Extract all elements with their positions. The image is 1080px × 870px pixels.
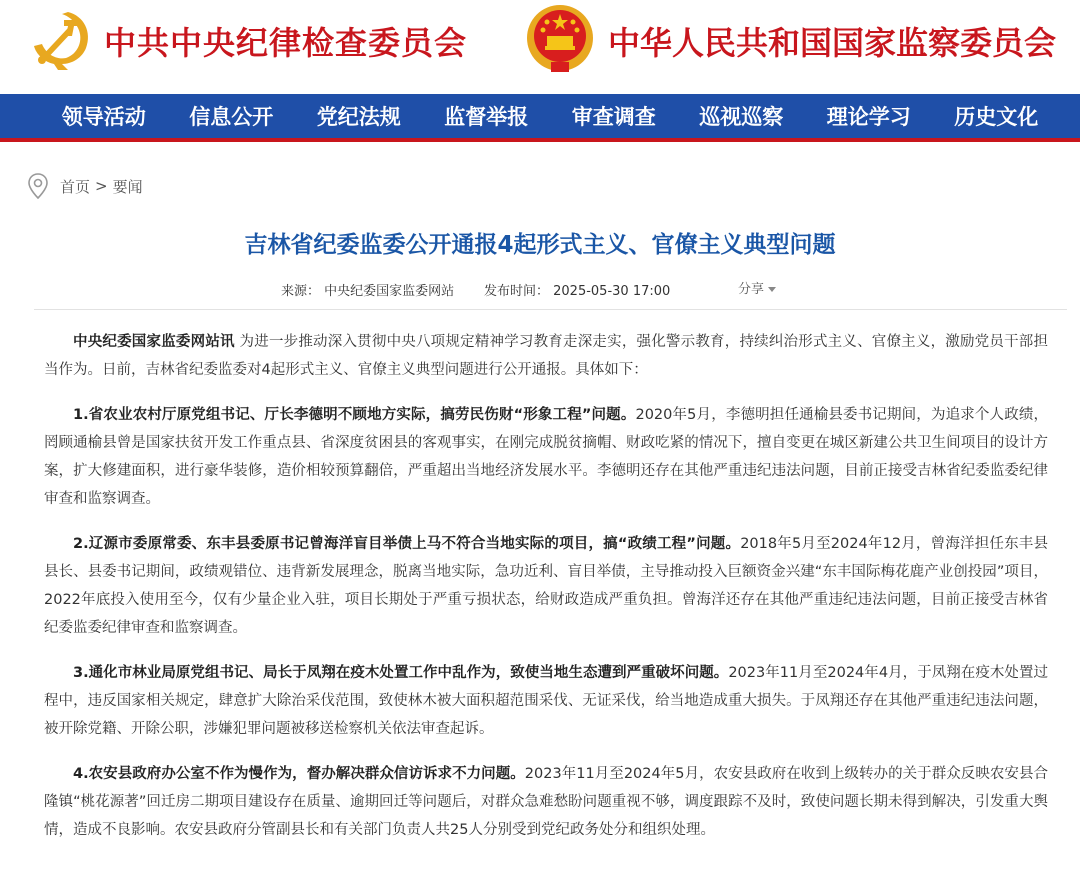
nav-item-disclosure[interactable]: 信息公开 [189,104,274,129]
case-heading-4: 4.农安县政府办公室不作为慢作为，督办解决群众信访诉求不力问题。 [73,766,525,782]
case-heading-1: 1.省农业农村厅原党组书记、厅长李德明不顾地方实际，搞劳民伤财“形象工程”问题。 [73,407,636,423]
case-paragraph-1 [44,401,1048,513]
national-emblem-icon [525,2,595,76]
nav-item-regulations[interactable]: 党纪法规 [316,104,401,129]
party-emblem-icon [28,6,94,72]
case-paragraph-4 [44,760,1048,844]
case-text-4: 2023年11月至2024年5月，农安县政府在收到上级转办的关于群众反映农安县合隆镇“桃花源著”回迁房二期项目建设存在质量、逾期回迁等问题后，对群众急难愁盼问题重视不够，调度跟踪不及时，致使问题长期未得到解决，引发重大舆情，造成不良影响。农安县政府分管副县长和有关部门负责人共25人分别受到党纪政务处分和组织处理。 [44,766,1048,838]
share-dropdown[interactable] [738,278,776,297]
article-body [44,328,1048,861]
article-title: 吉林省纪委监委公开通报4起形式主义、官僚主义典型问题 [244,232,836,258]
case-paragraph-2 [44,530,1048,642]
meta-divider [34,309,1067,310]
nav-item-investigation[interactable]: 审查调查 [571,104,656,129]
breadcrumb-separator: > [95,177,108,195]
caret-down-icon [768,287,776,292]
nav-divider [0,138,1080,142]
ccdi-title[interactable]: 中共中央纪律检查委员会 [104,24,468,62]
nav-item-leadership[interactable]: 领导活动 [61,104,146,129]
case-heading-3: 3.通化市林业局原党组书记、局长于凤翔在疫木处置工作中乱作为，致使当地生态遭到严重破坏问题。 [73,665,729,681]
case-heading-2: 2.辽源市委原常委、东丰县委原书记曾海洋盲目举债上马不符合当地实际的项目，搞“政绩工程”问题。 [73,536,741,552]
nav-item-theory[interactable]: 理论学习 [826,104,911,129]
intro-text: 为进一步推动深入贯彻中央八项规定精神学习教育走深走实，强化警示教育，持续纠治形式主义、官僚主义，激励党员干部担当作为。日前，吉林省纪委监委对4起形式主义、官僚主义典型问题进行公开通报。具体如下： [44,334,1048,378]
case-paragraph-3 [44,659,1048,743]
article-source: 来源： 中央纪委国家监委网站 [281,284,455,299]
nav-item-history[interactable]: 历史文化 [954,104,1039,129]
breadcrumb [26,172,143,200]
breadcrumb-current-link[interactable]: 要闻 [112,177,143,196]
nav-item-inspection[interactable]: 巡视巡察 [699,104,784,129]
site-header [0,0,1080,92]
share-label: 分享 [738,282,765,297]
nav-item-report[interactable]: 监督举报 [444,104,529,129]
location-pin-icon [26,172,50,200]
article-publish-time: 发布时间： 2025-05-30 17:00 [484,284,671,299]
main-nav [0,94,1080,138]
case-text-2: 2018年5月至2024年12月，曾海洋担任东丰县县长、县委书记期间，政绩观错位、违背新发展理念，脱离当地实际，急功近利、盲目举债，主导推动投入巨额资金兴建“东丰国际梅花鹿产业创投园”项目，2022年底投入使用至今，仅有少量企业入驻，项目长期处于严重亏损状态，给财政造成严重负担。曾海洋还存在其他严重违纪违法问题，目前正接受吉林省纪委监委纪律审查和监察调查。 [44,536,1049,636]
case-text-1: 2020年5月，李德明担任通榆县委书记期间，为追求个人政绩，罔顾通榆县曾是国家扶贫开发工作重点县、省深度贫困县的客观事实，在刚完成脱贫摘帽、财政吃紧的情况下，擅自变更在城区新建公共卫生间项目的设计方案，扩大修建面积，进行豪华装修，造价相较预算翻倍，严重超出当地经济发展水平。李德明还存在其他严重违纪违法问题，目前正接受吉林省纪委监委纪律审查和监察调查。 [44,407,1048,507]
article-intro-paragraph [44,328,1048,384]
intro-lead: 中央纪委国家监委网站讯 [73,334,235,350]
breadcrumb-home-link[interactable]: 首页 [60,177,91,196]
nsc-title[interactable]: 中华人民共和国国家监察委员会 [608,24,1057,62]
case-text-3: 2023年11月至2024年4月，于凤翔在疫木处置过程中，违反国家相关规定，肆意扩大除治采伐范围，致使林木被大面积超范围采伐、无证采伐，给当地造成重大损失。于凤翔还存在其他严重违纪违法问题，被开除党籍、开除公职，涉嫌犯罪问题被移送检察机关依法审查起诉。 [44,665,1048,737]
